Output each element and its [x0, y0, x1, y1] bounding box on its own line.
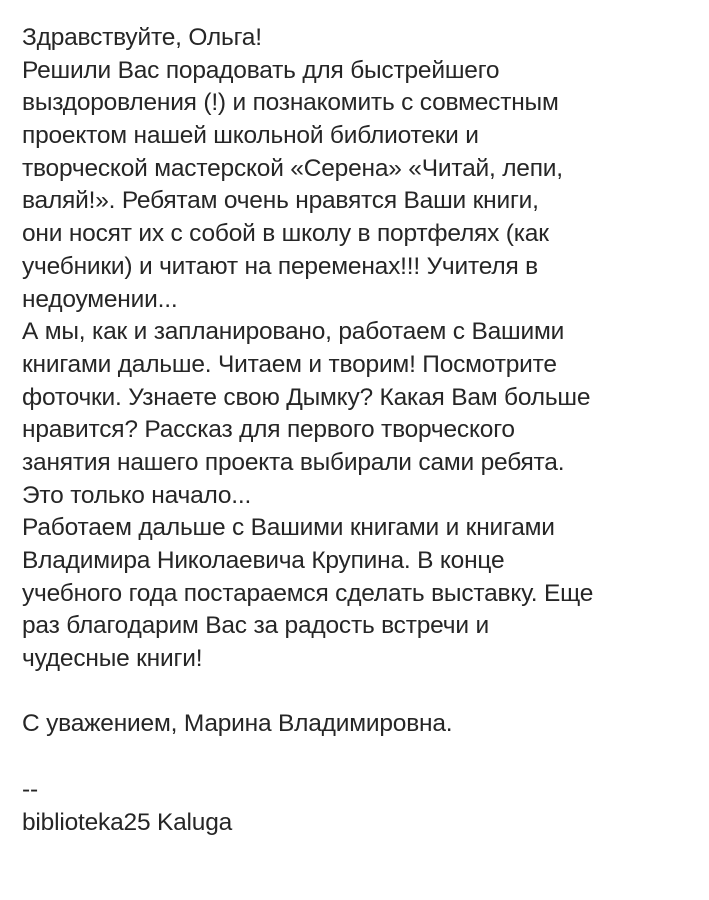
body-line: Работаем дальше с Вашими книгами и книгами: [22, 514, 555, 542]
body-line: книгами дальше. Читаем и творим! Посмотрите: [22, 350, 557, 378]
body-line: Решили Вас порадовать для быстрейшего: [22, 56, 500, 84]
blank-line: [22, 741, 702, 774]
body-line: валяй!». Ребятам очень нравятся Ваши книги,: [22, 187, 539, 215]
body-line: творческой мастерской «Серена» «Читай, лепи,: [22, 154, 563, 182]
body-line: раз благодарим Вас за радость встречи и: [22, 612, 489, 640]
body-line: учебного года постараемся сделать выставку. Еще: [22, 579, 594, 607]
signature-line: biblioteka25 Kaluga: [22, 808, 233, 836]
body-line: выздоровления (!) и познакомить с совместным: [22, 89, 559, 117]
body-line: чудесные книги!: [22, 645, 203, 673]
body-line: учебники) и читают на переменах!!! Учителя в: [22, 252, 538, 280]
body-line: А мы, как и запланировано, работаем с Вашими: [22, 318, 565, 346]
body-line: проектом нашей школьной библиотеки и: [22, 122, 479, 150]
body-line: фоточки. Узнаете свою Дымку? Какая Вам больше: [22, 383, 591, 411]
signature-separator: --: [22, 775, 38, 803]
body-line: они носят их с собой в школу в портфелях (как: [22, 220, 549, 248]
email-body: [22, 22, 702, 839]
body-line: нравится? Рассказ для первого творческого: [22, 416, 515, 444]
closing-line: С уважением, Марина Владимировна.: [22, 710, 453, 738]
body-line: занятия нашего проекта выбирали сами ребята.: [22, 448, 565, 476]
body-line: недоумении...: [22, 285, 178, 313]
blank-line: [22, 676, 702, 709]
body-line: Владимира Николаевича Крупина. В конце: [22, 547, 505, 574]
greeting-line: Здравствуйте, Ольга!: [22, 24, 262, 51]
body-line: Это только начало...: [22, 481, 252, 509]
